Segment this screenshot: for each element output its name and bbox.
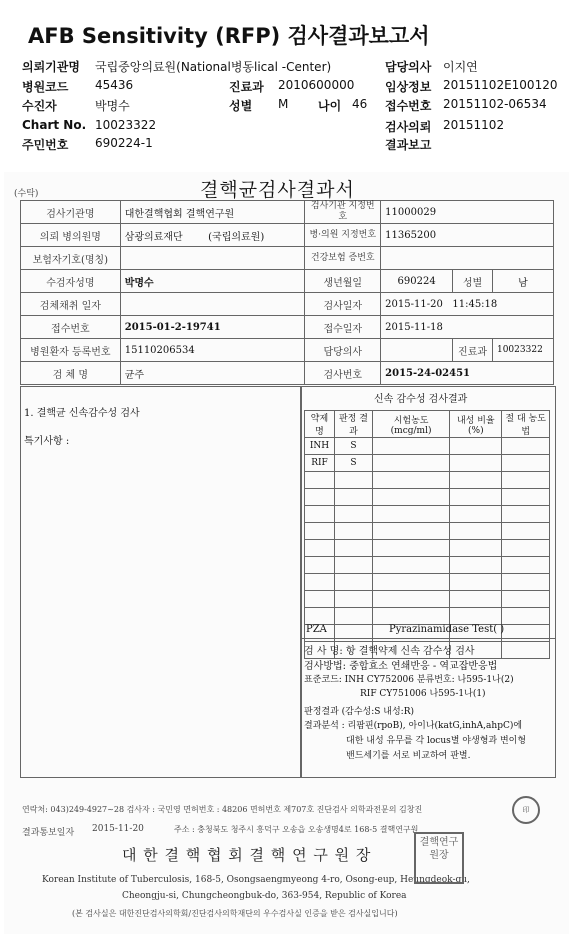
cell-value [120,293,305,316]
header-label: Chart No. [22,118,87,132]
drug-result: S [334,455,372,472]
header-label: 병원코드 [22,80,69,94]
header-label: 검사의뢰 [385,120,432,134]
pza-label: PZA [306,624,327,635]
cell-label: 병원환자 등록번호 [21,339,121,362]
note-line: 대한 내성 유무를 각 locus별 야생형과 변이형 [346,736,527,746]
cell-value [381,293,554,316]
cell-value [381,247,554,270]
report-title: AFB Sensitivity (RFP) 검사결과보고서 [28,24,430,48]
header-label: 수진자 [22,99,57,113]
footer-contact: 연락처: 043)249-4927~28 검사자 : 국민영 면허번호 : 48206 면허번호 제707호 진단검사 의학과전문의 김창진 [22,805,423,814]
org-name: 대 한 결 핵 협 회 결 핵 연 구 원 장 [122,846,372,864]
cell-value: 대한결핵협회 결핵연구원 [120,201,305,224]
cell-value: 15110206534 [120,339,305,362]
report-date: 2015-11-20 [92,824,144,834]
consignment-label: (수탁) [14,189,39,199]
cell-value [120,247,305,270]
header-label: 진료과 [229,80,264,94]
cell-value: 10023322 [492,339,553,362]
header-value: 20151102 [443,118,505,132]
header-value: 20151102-06534 [443,97,547,111]
cell-label: 접수번호 [21,316,121,339]
header-label: 담당의사 [385,60,432,74]
table-row [305,438,550,455]
header-value: 이지연 [443,60,478,74]
header-label: 결과보고 [385,138,432,152]
note-line: 검사방법: 중합효소 연쇄반응 - 역교잡반응법 [304,661,498,672]
cell-value: 균주 [120,362,305,385]
header-label: 주민번호 [22,138,69,152]
sens-header: 절 대 농도법 [502,411,550,438]
header-value: 박명수 [95,99,130,113]
doctor-seal: 印 [512,796,540,824]
cell-label: 생년월일 [305,270,381,293]
cell-value: 690224 [381,270,453,293]
report-date-label: 결과통보일자 [22,828,75,838]
cell-label: 담당의사 [305,339,381,362]
hospital-note: (국립의료원) [208,231,265,243]
cell-value [120,224,305,247]
header-label: 의뢰기관명 [22,60,80,74]
sens-header: 시험농도 (mcg/ml) [372,411,449,438]
cell-label: 성별 [453,270,493,293]
cell-label: 검사일자 [305,293,381,316]
header-label: 임상정보 [385,80,432,94]
divider [300,638,556,639]
table-row [305,455,550,472]
header-value: 690224-1 [95,136,153,150]
note-line: 결과분석 : 리팜핀(rpoB), 아이나(katG,inhA,ahpC)에 [304,721,523,731]
sens-header: 약제명 [305,411,335,438]
test-time: 11:45:18 [452,298,498,310]
test-date: 2015-11-20 [385,298,443,310]
note-line: RIF CY751006 나595-1나(1) [360,689,486,699]
footer-address: 주소 : 충청북도 청주시 흥덕구 오송읍 오송생명4로 168-5 결핵연구원 [174,825,419,834]
cell-label: 진료과 [453,339,493,362]
left-item: 1. 결핵균 신속감수성 검사 [24,408,140,419]
cell-label: 검체채취 일자 [21,293,121,316]
seal-text: 결핵연구원장 [419,837,459,861]
sens-header: 내성 비율(%) [450,411,502,438]
cell-label: 병·의원 지정번호 [305,224,381,247]
org-address-en: Cheongju-si, Chungcheongbuk-do, 363-954, Republic of Korea [122,891,407,901]
cell-label: 검사기관 지정번호 [305,201,381,224]
note-line: 검 사 명: 항 결핵약제 신속 감수성 검사 [304,646,475,657]
note-line: 표준코드: INH CY752006 분류번호: 나595-1나(2) [304,675,514,685]
header-value: 2010600000 [278,78,355,92]
report-doc-title: 결핵균검사결과서 [200,179,355,201]
cell-value: 박명수 [120,270,305,293]
sens-table [304,410,550,659]
cell-value: 11365200 [381,224,554,247]
cell-value: 2015-01-2-19741 [120,316,305,339]
drug-name: INH [305,438,335,455]
org-address-en: Korean Institute of Tuberculosis, 168-5, Osongsaengmyeong 4-ro, Osong-eup, Heungdeok-gu, [42,875,470,885]
header-value: 10023322 [95,118,157,132]
cell-label: 건강보험 증번호 [305,247,381,270]
left-item: 특기사항 : [24,436,70,447]
scanned-report [4,172,569,934]
cell-label: 보험자기호(명칭) [21,247,121,270]
hospital-name: 삼광의료재단 [124,231,183,243]
cell-value: 11000029 [381,201,554,224]
header-value: 46 [352,97,368,111]
seal-stamp [414,832,464,884]
cell-label: 의뢰 병의원명 [21,224,121,247]
cell-value: 2015-24-02451 [381,362,554,385]
cell-value: 남 [492,270,553,293]
cell-label: 검사번호 [305,362,381,385]
note-line: 판정결과 (감수성:S 내성:R) [304,707,414,717]
cell-label: 검 체 명 [21,362,121,385]
cell-label: 수검자성명 [21,270,121,293]
header-label: 성별 [229,99,253,113]
header-value: M [278,97,289,111]
pza-text: Pyrazinamidase Test( ) [389,624,505,635]
report-info-table [20,200,554,385]
cell-value [381,339,453,362]
header-value: 20151102E100120 [443,78,558,92]
sens-title: 신속 감수성 검사결과 [374,394,468,405]
drug-result: S [334,438,372,455]
certification-note: (본 검사실은 대한진단검사의학회/진단검사의학재단의 우수검사실 인증을 받은 검사실입니다) [72,909,398,918]
cell-label: 접수일자 [305,316,381,339]
header-label: 나이 [318,99,342,113]
header-value: 45436 [95,78,134,92]
drug-name: RIF [305,455,335,472]
note-line: 밴드세기를 서로 비교하여 판별. [346,751,471,761]
header-value: 국립중앙의료원(National병동lical -Center) [95,60,332,74]
cell-label: 검사기관명 [21,201,121,224]
sens-header: 판정 결과 [334,411,372,438]
cell-value: 2015-11-18 [381,316,554,339]
header-label: 접수번호 [385,99,432,113]
